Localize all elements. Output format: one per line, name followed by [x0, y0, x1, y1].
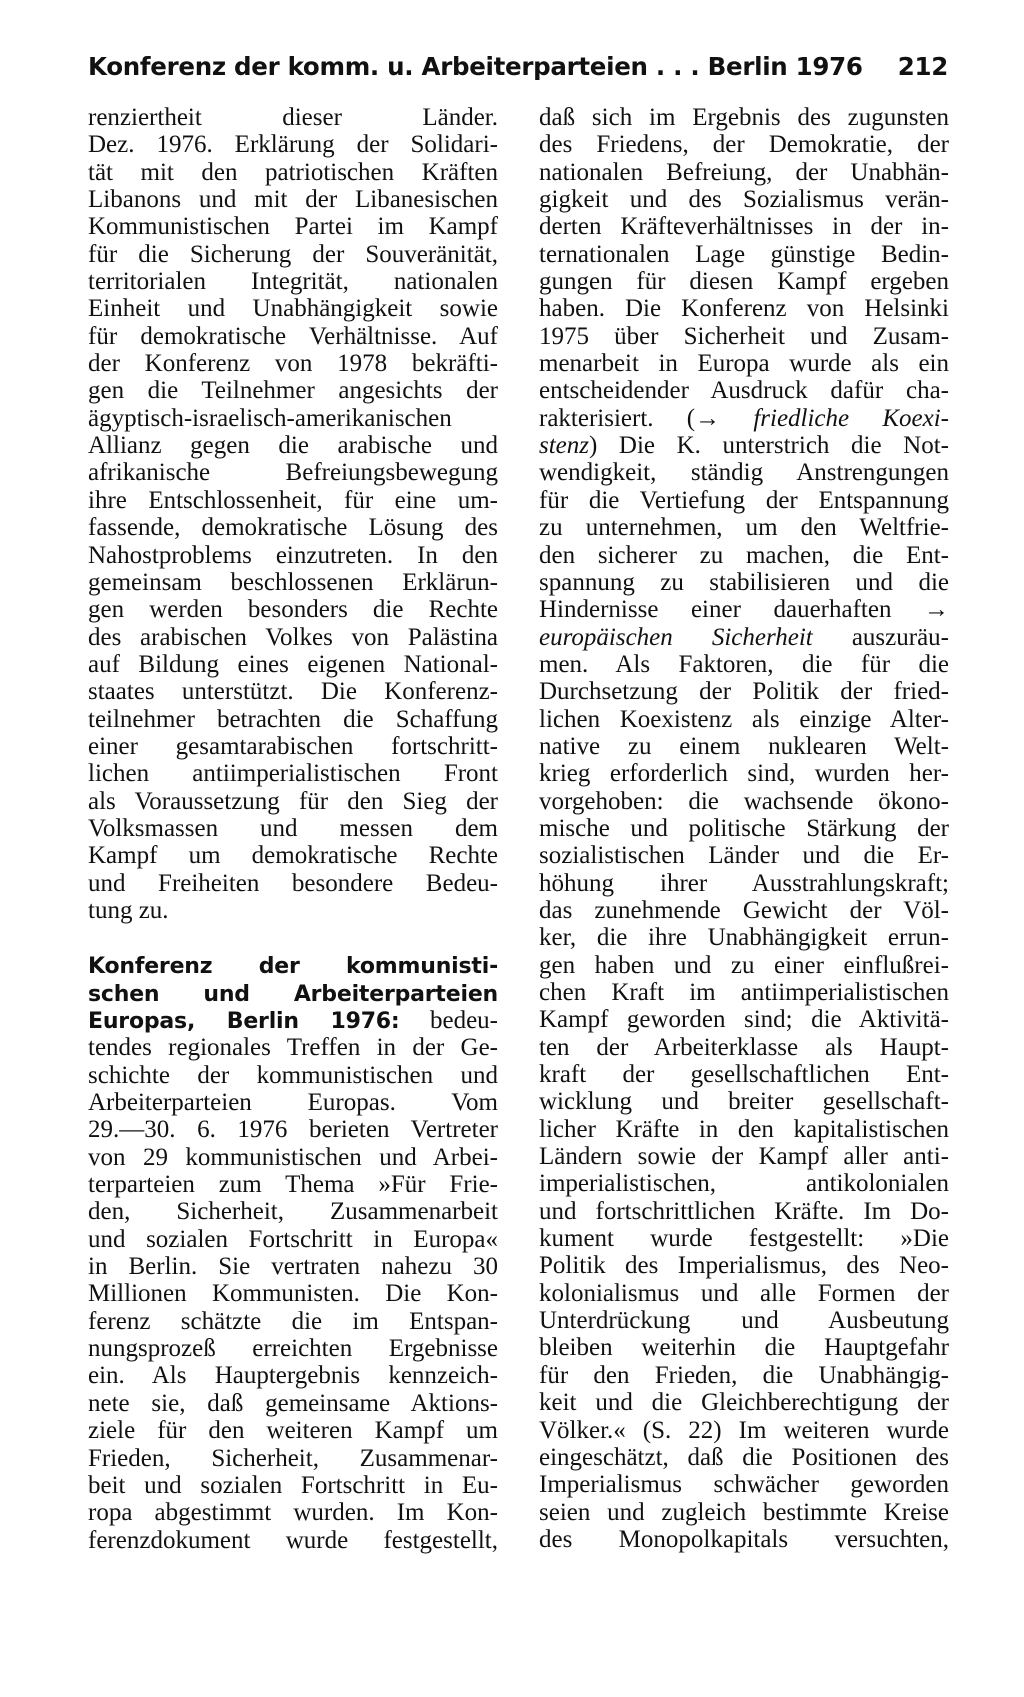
entry-headword: schen und Arbeiterparteien [88, 981, 498, 1007]
text-line: für demokratische Verhältnisse. Auf [88, 322, 498, 350]
text-line: haben. Die Konferenz von Helsinki [539, 295, 949, 323]
text-line: Volksmassen und messen dem [88, 814, 498, 842]
text-line: Imperialismus schwächer geworden [539, 1471, 949, 1499]
text-line: ägyptisch-israelisch-amerikanischen [88, 404, 452, 432]
text-line: ternationalen Lage günstige Bedin- [539, 240, 949, 268]
text-line: territorialen Integrität, nationalen [88, 268, 498, 296]
text-line: tendes regionales Treffen in der Ge- [88, 1034, 498, 1062]
text-line: Politik des Imperialismus, des Neo- [539, 1252, 949, 1280]
text-line: beit und sozialen Fortschritt in Eu- [88, 1471, 498, 1499]
text-line: staates unterstützt. Die Konferenz- [88, 678, 498, 706]
text-line: gungen für diesen Kampf ergeben [539, 268, 949, 296]
text-line: Dez. 1976. Erklärung der Solidari- [88, 131, 498, 159]
text-line: krieg erforderlich sind, wurden her- [539, 760, 949, 788]
entry-headword: Konferenz der kommunisti- [88, 954, 498, 980]
text-line: ker, die ihre Unabhängigkeit errun- [539, 924, 949, 952]
text-line: des Monopolkapitals versuchten, [539, 1525, 949, 1553]
text-line: imperialistischen, antikolonialen [539, 1170, 949, 1198]
text-line: spannung zu stabilisieren und die [539, 568, 949, 596]
text-line: für die Sicherung der Souveränität, [88, 240, 498, 268]
text-line: seien und zugleich bestimmte Kreise [539, 1498, 949, 1526]
text-line: entscheidender Ausdruck dafür cha- [539, 377, 949, 405]
text-line: 1975 über Sicherheit und Zusam- [539, 322, 949, 350]
entry-text: bedeu- [429, 1007, 498, 1034]
text-line: zu unternehmen, um den Weltfrie- [539, 514, 949, 542]
text-line: Nahostproblems einzutreten. In den [88, 541, 498, 569]
right-column [539, 104, 949, 1553]
cross-reference-link[interactable]: friedliche Koexi- [753, 404, 949, 432]
text-line: ferenz schätzte die im Entspan- [88, 1307, 498, 1335]
text-line: tät mit den patriotischen Kräften [88, 158, 498, 186]
text-line: ihre Entschlossenheit, für eine um- [88, 486, 498, 514]
text-line: Einheit und Unabhängigkeit sowie [88, 295, 498, 323]
text-line: Völker.« (S. 22) Im weiteren wurde [539, 1416, 949, 1444]
text-line: und sozialen Fortschritt in Europa« [88, 1225, 498, 1253]
text-line: wendigkeit, ständig Anstrengungen [539, 459, 949, 487]
running-head [88, 52, 948, 92]
text-line: native zu einem nuklearen Welt- [539, 732, 949, 760]
cross-reference-link[interactable]: europäischen Sicherheit [539, 623, 813, 651]
text-line: eingeschätzt, daß die Positionen des [539, 1443, 949, 1471]
arrow-right-icon: → [695, 404, 721, 432]
text-line: für die Vertiefung der Entspannung [539, 486, 949, 514]
text-line: Ländern sowie der Kampf aller anti- [539, 1143, 949, 1171]
text-line: Arbeiterparteien Europas. Vom [88, 1089, 498, 1117]
text-line: den sicherer zu machen, die Ent- [539, 541, 949, 569]
text-line: kolonialismus und alle Formen der [539, 1279, 949, 1307]
text-line: ten der Arbeiterklasse als Haupt- [539, 1033, 949, 1061]
text-line: 29.—30. 6. 1976 berieten Vertreter [88, 1116, 498, 1144]
text-line: in Berlin. Sie vertraten nahezu 30 [88, 1253, 498, 1281]
text-line: und fortschrittlichen Kräfte. Im Do- [539, 1197, 949, 1225]
ref-text: Hindernisse einer dauerhaften [539, 596, 892, 624]
text-line: ropa abgestimmt wurden. Im Kon- [88, 1499, 498, 1527]
page-number: 212 [897, 52, 948, 81]
text-line: bleiben weiterhin die Hauptgefahr [539, 1334, 949, 1362]
text-line: gen haben und zu einer einflußrei- [539, 951, 949, 979]
text-line: Durchsetzung der Politik der fried- [539, 678, 949, 706]
text-line: lichen Koexistenz als einzige Alter- [539, 705, 949, 733]
text-line: kument wurde festgestellt: »Die [539, 1225, 949, 1253]
text-line [539, 405, 949, 432]
text-line: Allianz gegen die arabische und [88, 432, 498, 460]
cross-reference-link[interactable]: stenz [539, 432, 589, 460]
text-line: schichte der kommunistischen und [88, 1061, 498, 1089]
running-head-title: Konferenz der komm. u. Arbeiterparteien . . . Berlin 1976 [88, 52, 863, 81]
left-column [88, 104, 498, 1554]
text-line: kraft der gesellschaftlichen Ent- [539, 1061, 949, 1089]
text-line: das zunehmende Gewicht der Völ- [539, 896, 949, 924]
text-line: als Voraussetzung für den Sieg der [88, 787, 498, 815]
ref-text: rakterisiert. ( [539, 404, 696, 432]
text-line: renziertheit dieser Länder. [88, 104, 498, 131]
text-line: auf Bildung eines eigenen National- [88, 650, 498, 678]
text-line: von 29 kommunistischen und Arbei- [88, 1143, 498, 1171]
text-line: ferenzdokument wurde festgestellt, [88, 1526, 498, 1554]
text-line: gemeinsam beschlossenen Erklärun- [88, 568, 498, 596]
text-line: nationalen Befreiung, der Unabhän- [539, 158, 949, 186]
text-line: Kampf um demokratische Rechte [88, 842, 498, 870]
text-line: men. Als Faktoren, die für die [539, 650, 949, 678]
text-line: wicklung und breiter gesellschaft- [539, 1088, 949, 1116]
text-line: für den Frieden, die Unabhängig- [539, 1361, 949, 1389]
text-line: licher Kräfte in den kapitalistischen [539, 1115, 949, 1143]
text-line: teilnehmer betrachten die Schaffung [88, 705, 498, 733]
text-line: Millionen Kommunisten. Die Kon- [88, 1280, 498, 1308]
entry-headword-line [88, 1007, 498, 1034]
text-line: tung zu. [88, 896, 169, 924]
text-line [539, 432, 949, 459]
text-line: nete sie, daß gemeinsame Aktions- [88, 1389, 498, 1417]
text-line: Kommunistischen Partei im Kampf [88, 213, 498, 241]
text-line: Libanons und mit der Libanesischen [88, 186, 498, 214]
text-line: sozialistischen Länder und die Er- [539, 842, 949, 870]
text-line: ein. Als Hauptergebnis kennzeich- [88, 1362, 498, 1390]
ref-text: auszuräu- [812, 623, 949, 651]
entry-headword-line [88, 980, 498, 1007]
text-line: gigkeit und des Sozialismus verän- [539, 186, 949, 214]
paragraph-gap [88, 924, 498, 952]
text-line: fassende, demokratische Lösung des [88, 514, 498, 542]
text-line [539, 596, 949, 623]
text-line: gen die Teilnehmer angesichts der [88, 377, 498, 405]
text-line: ziele für den weiteren Kampf um [88, 1417, 498, 1445]
text-line: derten Kräfteverhältnisses in der in- [539, 213, 949, 241]
text-line: nungsprozeß erreichten Ergebnisse [88, 1335, 498, 1363]
text-line: keit und die Gleichberechtigung der [539, 1389, 949, 1417]
text-line: afrikanische Befreiungsbewegung [88, 459, 498, 487]
text-line: Frieden, Sicherheit, Zusammenar- [88, 1444, 498, 1472]
entry-headword-line [88, 952, 498, 979]
text-line: mische und politische Stärkung der [539, 814, 949, 842]
text-line: höhung ihrer Ausstrahlungskraft; [539, 869, 949, 897]
text-line: Kampf geworden sind; die Aktivitä- [539, 1006, 949, 1034]
text-line: lichen antiimperialistischen Front [88, 760, 498, 788]
text-line: den, Sicherheit, Zusammenarbeit [88, 1198, 498, 1226]
text-line: des Friedens, der Demokratie, der [539, 131, 949, 159]
text-line: vorgehoben: die wachsende ökono- [539, 787, 949, 815]
entry-headword: Europas, Berlin 1976: [88, 1009, 400, 1034]
text-line: gen werden besonders die Rechte [88, 596, 498, 624]
text-line: des arabischen Volkes von Palästina [88, 623, 498, 651]
text-line: der Konferenz von 1978 bekräfti- [88, 350, 498, 378]
text-line: terparteien zum Thema »Für Frie- [88, 1171, 498, 1199]
text-line [539, 624, 949, 651]
ref-text: ) Die K. unterstrich die Not- [589, 432, 949, 460]
text-line: und Freiheiten besondere Bedeu- [88, 869, 498, 897]
arrow-right-icon: → [924, 596, 949, 624]
text-line: menarbeit in Europa wurde als ein [539, 350, 949, 378]
text-line: einer gesamtarabischen fortschritt- [88, 732, 498, 760]
text-line: Unterdrückung und Ausbeutung [539, 1307, 949, 1335]
text-line: chen Kraft im antiimperialistischen [539, 979, 949, 1006]
text-line: daß sich im Ergebnis des zugunsten [539, 104, 949, 131]
